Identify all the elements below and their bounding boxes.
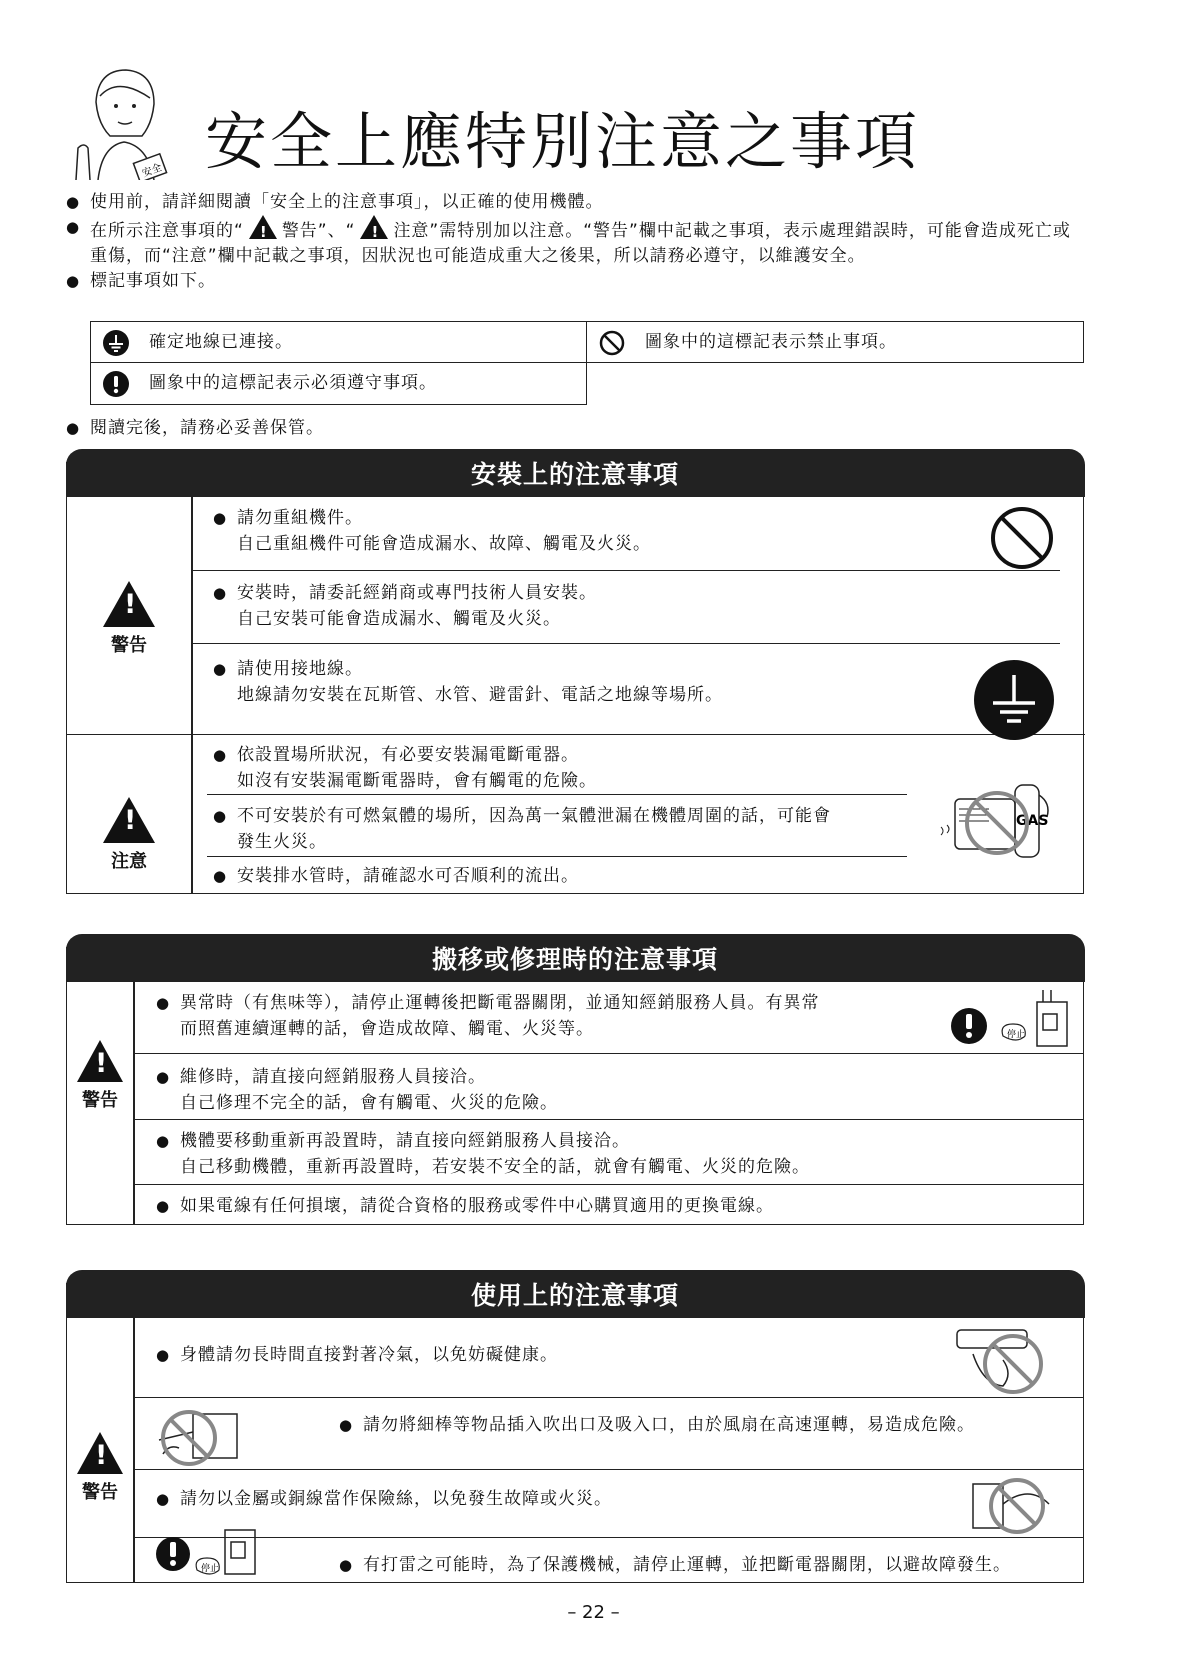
warning-triangle-icon: !	[360, 215, 388, 239]
caution-text: 注意	[111, 851, 147, 872]
install-warning-1: ● 請勿重組機件。 自己重組機件可能會造成漏水、故障、觸電及火災。	[213, 505, 651, 557]
intro-bullet-2	[66, 215, 1086, 269]
finger-insertion-illustration	[153, 1404, 249, 1468]
symbol-legend	[90, 321, 1084, 405]
gas-prohibition-illustration	[937, 765, 1057, 865]
install-caution-1: ● 依設置場所狀況，有必要安裝漏電斷電器。 如沒有安裝漏電斷電器時，會有觸電的危險。	[213, 742, 597, 794]
warning-triangle-icon: !	[77, 1040, 123, 1082]
warning-triangle-icon: !	[103, 581, 155, 627]
warning-text: 警告	[82, 1090, 118, 1111]
legend-ground	[90, 321, 587, 363]
gas-label: GAS	[1016, 813, 1049, 829]
legend-prohibit-text: 圖象中的這標記表示禁止事項。	[645, 332, 897, 352]
page-title: 安全上應特別注意之事項	[205, 105, 921, 178]
ground-icon	[973, 659, 1055, 741]
install-caution-label	[67, 797, 191, 873]
intro-list-2	[66, 416, 1086, 441]
caution-triangle-icon: !	[103, 797, 155, 843]
stop-label: 停止	[1007, 1030, 1026, 1040]
repair-warning-label	[67, 1040, 133, 1112]
repair-item-3: ● 機體要移動重新再設置時，請直接向經銷服務人員接洽。 自己移動機體，重新再設置時，若安裝不安全的話，就會有觸電、火災的危險。	[156, 1128, 810, 1180]
install-warning-3: ● 請使用接地線。 地線請勿安裝在瓦斯管、水管、避雷針、電話之地線等場所。	[213, 656, 723, 708]
warning-triangle-icon: !	[249, 215, 277, 239]
intro-b2-part3: 注意”需特別加以注意。“警告”欄中記載之事項，表示處理錯誤時，可能會造成死亡或重傷，而“注意”欄中記載之事項，因狀況也可能造成重大之後果，所以請務必遵守，以維護安全。	[90, 221, 1071, 266]
prohibition-icon	[989, 505, 1055, 571]
install-warning-2: ● 安裝時，請委託經銷商或專門技術人員安裝。 自己安裝可能會造成漏水、觸電及火災。	[213, 580, 597, 632]
page-number: – 22 –	[567, 1602, 620, 1623]
legend-mandatory	[90, 362, 587, 405]
install-warning-label	[67, 581, 191, 657]
install-caution-2: ● 不可安裝於有可燃氣體的場所，因為萬一氣體泄漏在機體周圍的話，可能會 發生火災。	[213, 803, 831, 855]
warning-text: 警告	[82, 1482, 118, 1503]
warning-triangle-icon: !	[77, 1432, 123, 1474]
intro-b2-part2: 警告”、“	[281, 221, 356, 241]
mandatory-icon	[103, 371, 129, 397]
intro-b2-part1: 在所示注意事項的“	[90, 221, 244, 241]
intro-bullet-3: ● 標記事項如下。	[66, 269, 1086, 294]
use-warning-label	[67, 1432, 133, 1504]
repair-item-1: ● 異常時（有焦味等），請停止運轉後把斷電器關閉，並通知經銷服務人員。有異常 而照舊連續運轉的話，會造成故障、觸電、火災等。	[156, 990, 820, 1042]
install-caution-3: ● 安裝排水管時，請確認水可否順利的流出。	[213, 863, 579, 889]
legend-prohibit	[586, 321, 1084, 363]
install-section	[66, 462, 1084, 894]
stop-label: 停止	[201, 1564, 220, 1574]
use-item-1: ● 身體請勿長時間直接對著冷氣，以免妨礙健康。	[156, 1342, 558, 1368]
fuse-wire-illustration	[969, 1474, 1065, 1536]
repair-item-4: ● 如果電線有任何損壞，請從合資格的服務或零件中心購買適用的更換電線。	[156, 1193, 774, 1219]
prohibition-icon	[599, 330, 625, 356]
repair-item-2: ● 維修時，請直接向經銷服務人員接洽。 自己修理不完全的話，會有觸電、火災的危險。	[156, 1064, 558, 1116]
use-section	[66, 1283, 1084, 1583]
legend-mandatory-text: 圖象中的這標記表示必須遵守事項。	[149, 373, 437, 393]
ground-icon	[103, 330, 129, 356]
install-header: 安裝上的注意事項	[66, 449, 1085, 497]
mascot-card-label: 安全	[140, 162, 164, 180]
use-item-4: ● 有打雷之可能時，為了保護機械，請停止運轉，並把斷電器關閉，以避故障發生。	[339, 1552, 1011, 1578]
lightning-breaker-illustration	[153, 1520, 263, 1582]
intro-bullet-1: ● 使用前，請詳細閱讀「安全上的注意事項」，以正確的使用機體。	[66, 190, 1086, 215]
breaker-switch-illustration	[947, 990, 1071, 1052]
use-header: 使用上的注意事項	[66, 1270, 1085, 1318]
warning-text: 警告	[111, 635, 147, 656]
intro-list	[66, 190, 1086, 294]
intro-bullet-4: ● 閱讀完後，請務必妥善保管。	[66, 416, 1086, 441]
cold-air-body-illustration	[953, 1324, 1061, 1396]
use-item-2: ● 請勿將細棒等物品插入吹出口及吸入口，由於風扇在高速運轉，易造成危險。	[339, 1412, 975, 1438]
mascot-illustration	[68, 62, 168, 180]
repair-section	[66, 947, 1084, 1225]
legend-ground-text: 確定地線已連接。	[149, 332, 293, 352]
repair-header: 搬移或修理時的注意事項	[66, 934, 1085, 982]
use-item-3: ● 請勿以金屬或銅線當作保險絲，以免發生故障或火災。	[156, 1486, 612, 1512]
